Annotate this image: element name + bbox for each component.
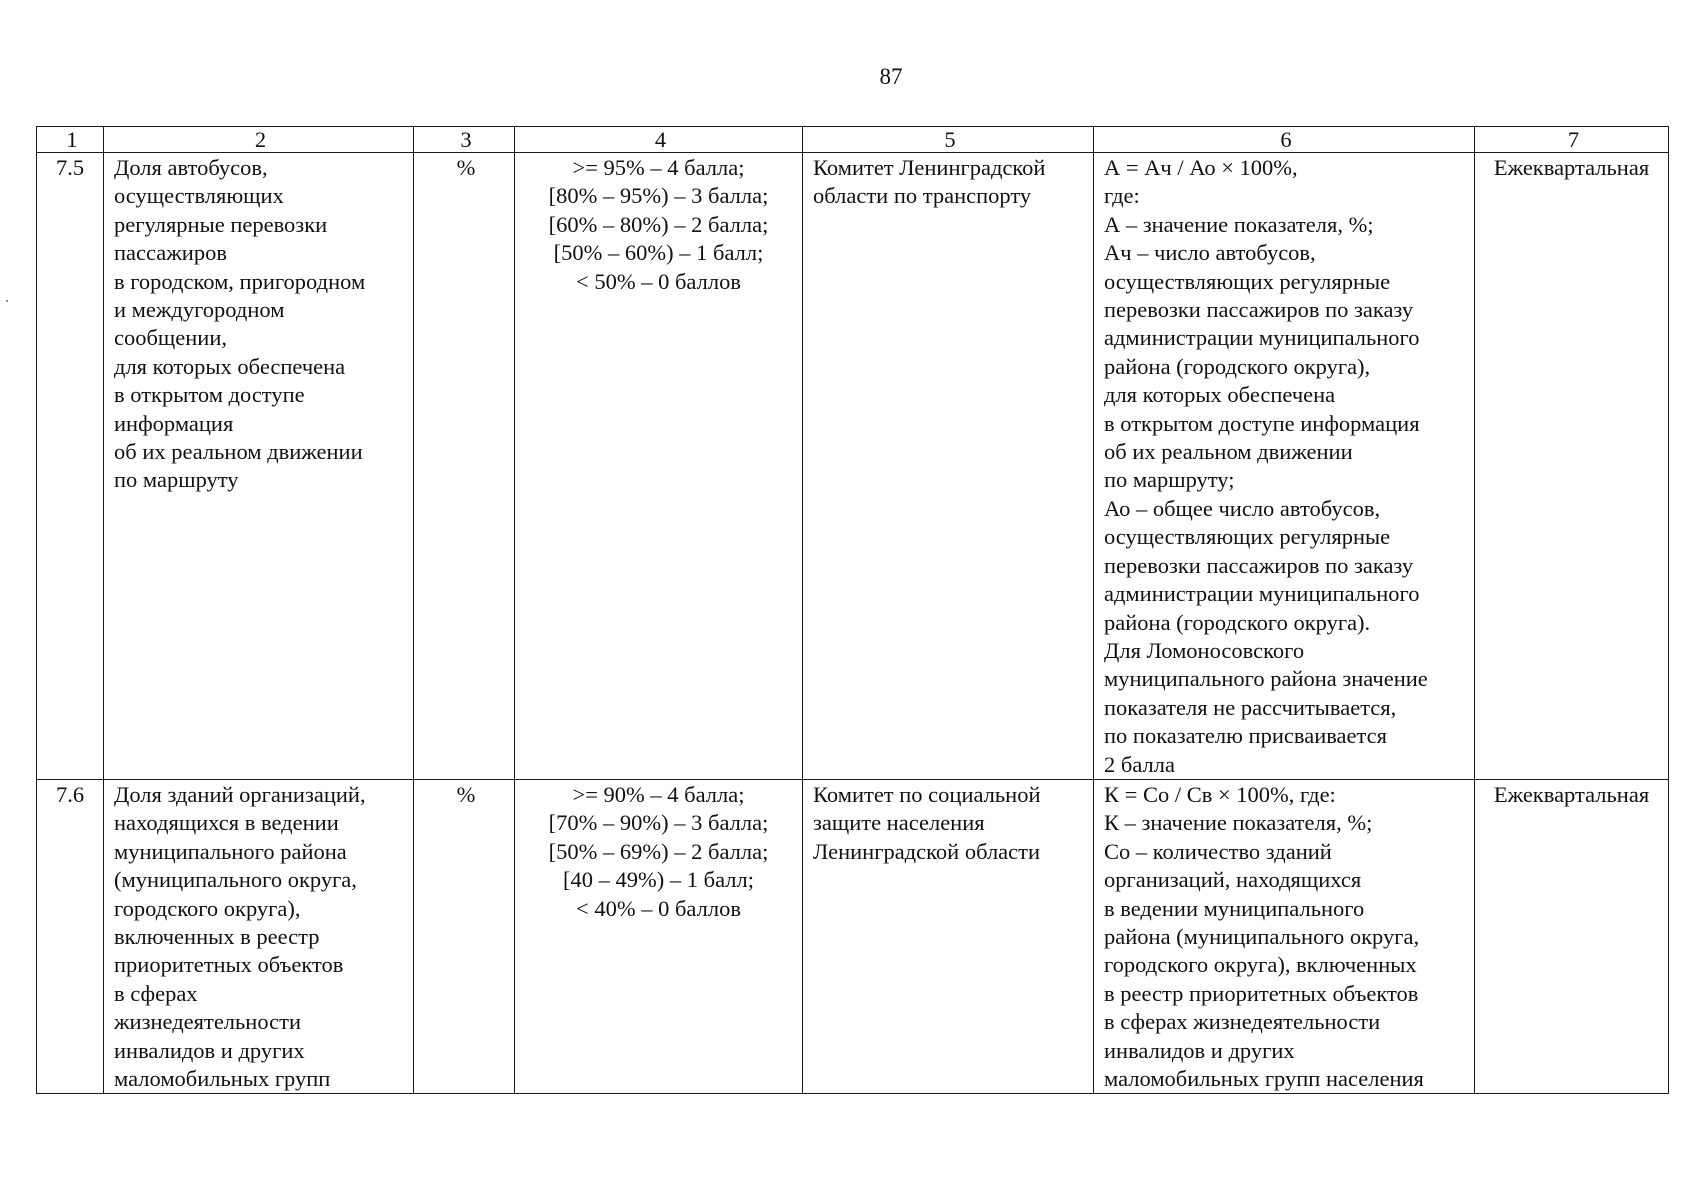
formula-cell <box>1094 779 1475 1093</box>
text-line: где: <box>1104 183 1140 209</box>
unit-cell: % <box>414 779 515 1093</box>
text-line: администрации муниципального <box>1104 581 1420 607</box>
indicator-name-cell <box>104 779 414 1093</box>
scoring-scale-cell <box>515 779 803 1093</box>
text-line: осуществляющих <box>114 183 284 209</box>
text-line: об их реальном движении <box>114 439 363 465</box>
text-line: перевозки пассажиров по заказу <box>1104 552 1414 578</box>
text-line: городского округа), <box>114 895 301 921</box>
indicator-name-cell <box>104 153 414 780</box>
text-line: администрации муниципального <box>1104 325 1420 351</box>
text-line: находящихся в ведении <box>114 810 339 836</box>
text-line: в открытом доступе <box>114 382 305 408</box>
text-line: [60% – 80%) – 2 балла; <box>548 211 769 237</box>
text-line: для которых обеспечена <box>114 353 346 379</box>
table-row <box>37 153 1669 780</box>
text-line: Для Ломоносовского <box>1104 637 1305 663</box>
text-line: пассажиров <box>114 240 227 266</box>
text-line: области по транспорту <box>813 183 1032 209</box>
page-number: 87 <box>879 64 903 89</box>
text-line: защите населения <box>813 810 985 836</box>
text-line: [50% – 69%) – 2 балла; <box>548 838 769 864</box>
indicators-table <box>36 126 1669 1094</box>
text-line: Ленинградской области <box>813 838 1041 864</box>
text-line: сообщении, <box>114 325 227 351</box>
table-header-row <box>37 127 1669 153</box>
text-line: в городском, пригородном <box>114 268 366 294</box>
formula-cell <box>1094 153 1475 780</box>
text-line: информация <box>114 410 234 436</box>
text-line: [80% – 95%) – 3 балла; <box>548 183 769 209</box>
text-line: А = Ач / Ао × 100%, <box>1104 155 1298 180</box>
text-line: в реестр приоритетных объектов <box>1104 980 1419 1006</box>
text-line: 2 балла <box>1104 751 1175 777</box>
text-line: А – значение показателя, %; <box>1104 211 1374 237</box>
text-line: по показателю присваивается <box>1104 723 1387 749</box>
text-line: жизнедеятельности <box>114 1009 302 1035</box>
text-line: приоритетных объектов <box>114 952 344 978</box>
text-line: Ао – общее число автобусов, <box>1104 495 1381 521</box>
text-line: < 40% – 0 баллов <box>576 895 741 921</box>
text-line: >= 90% – 4 балла; <box>572 781 745 807</box>
text-line: организаций, находящихся <box>1104 867 1362 893</box>
text-line: в ведении муниципального <box>1104 895 1365 921</box>
header-cell-1: 1 <box>37 127 104 153</box>
responsible-body-cell <box>803 153 1094 780</box>
header-cell-5: 5 <box>803 127 1094 153</box>
header-cell-7: 7 <box>1475 127 1669 153</box>
row-number-cell: 7.5 <box>37 153 104 780</box>
text-line: регулярные перевозки <box>114 211 328 237</box>
table-row <box>37 779 1669 1093</box>
text-line: района (городского округа). <box>1104 609 1371 635</box>
text-line: инвалидов и других <box>1104 1037 1295 1063</box>
row-number-cell: 7.6 <box>37 779 104 1093</box>
text-line: маломобильных групп <box>114 1066 331 1091</box>
text-line: осуществляющих регулярные <box>1104 524 1391 550</box>
text-line: [70% – 90%) – 3 балла; <box>548 810 769 836</box>
text-line: К = Со / Св × 100%, где: <box>1104 781 1336 807</box>
text-line: [50% – 60%) – 1 балл; <box>553 240 764 266</box>
scoring-scale-cell <box>515 153 803 780</box>
unit-cell: % <box>414 153 515 780</box>
text-line: показателя не рассчитывается, <box>1104 694 1397 720</box>
text-line: муниципального района <box>114 838 347 864</box>
text-line: для которых обеспечена <box>1104 382 1336 408</box>
text-line: в открытом доступе информация <box>1104 410 1420 436</box>
text-line: перевозки пассажиров по заказу <box>1104 297 1414 323</box>
text-line: Комитет по социальной <box>813 781 1041 807</box>
text-line: и междугородном <box>114 297 285 323</box>
text-line: инвалидов и других <box>114 1037 305 1063</box>
header-cell-2: 2 <box>104 127 414 153</box>
text-line: городского округа), включенных <box>1104 952 1417 978</box>
text-line: >= 95% – 4 балла; <box>572 155 745 180</box>
text-line: района (муниципального округа, <box>1104 923 1420 949</box>
text-line: К – значение показателя, %; <box>1104 810 1373 836</box>
text-line: < 50% – 0 баллов <box>576 268 741 294</box>
text-line: по маршруту <box>114 467 239 493</box>
text-line: об их реальном движении <box>1104 439 1353 465</box>
header-cell-4: 4 <box>515 127 803 153</box>
frequency-cell: Ежеквартальная <box>1475 153 1669 780</box>
text-line: Комитет Ленинградской <box>813 155 1046 180</box>
header-cell-3: 3 <box>414 127 515 153</box>
scan-speck <box>6 300 8 302</box>
text-line: [40 – 49%) – 1 балл; <box>563 867 754 893</box>
text-line: Доля автобусов, <box>114 155 268 180</box>
text-line: Со – количество зданий <box>1104 838 1332 864</box>
text-line: по маршруту; <box>1104 467 1235 493</box>
text-line: Доля зданий организаций, <box>114 781 366 807</box>
responsible-body-cell <box>803 779 1094 1093</box>
text-line: в сферах жизнедеятельности <box>1104 1009 1381 1035</box>
header-cell-6: 6 <box>1094 127 1475 153</box>
text-line: Ач – число автобусов, <box>1104 240 1316 266</box>
text-line: осуществляющих регулярные <box>1104 268 1391 294</box>
text-line: включенных в реестр <box>114 923 320 949</box>
text-line: маломобильных групп населения <box>1104 1066 1424 1091</box>
frequency-cell: Ежеквартальная <box>1475 779 1669 1093</box>
text-line: (муниципального округа, <box>114 867 357 893</box>
text-line: района (городского округа), <box>1104 353 1371 379</box>
text-line: в сферах <box>114 980 198 1006</box>
text-line: муниципального района значение <box>1104 666 1428 692</box>
